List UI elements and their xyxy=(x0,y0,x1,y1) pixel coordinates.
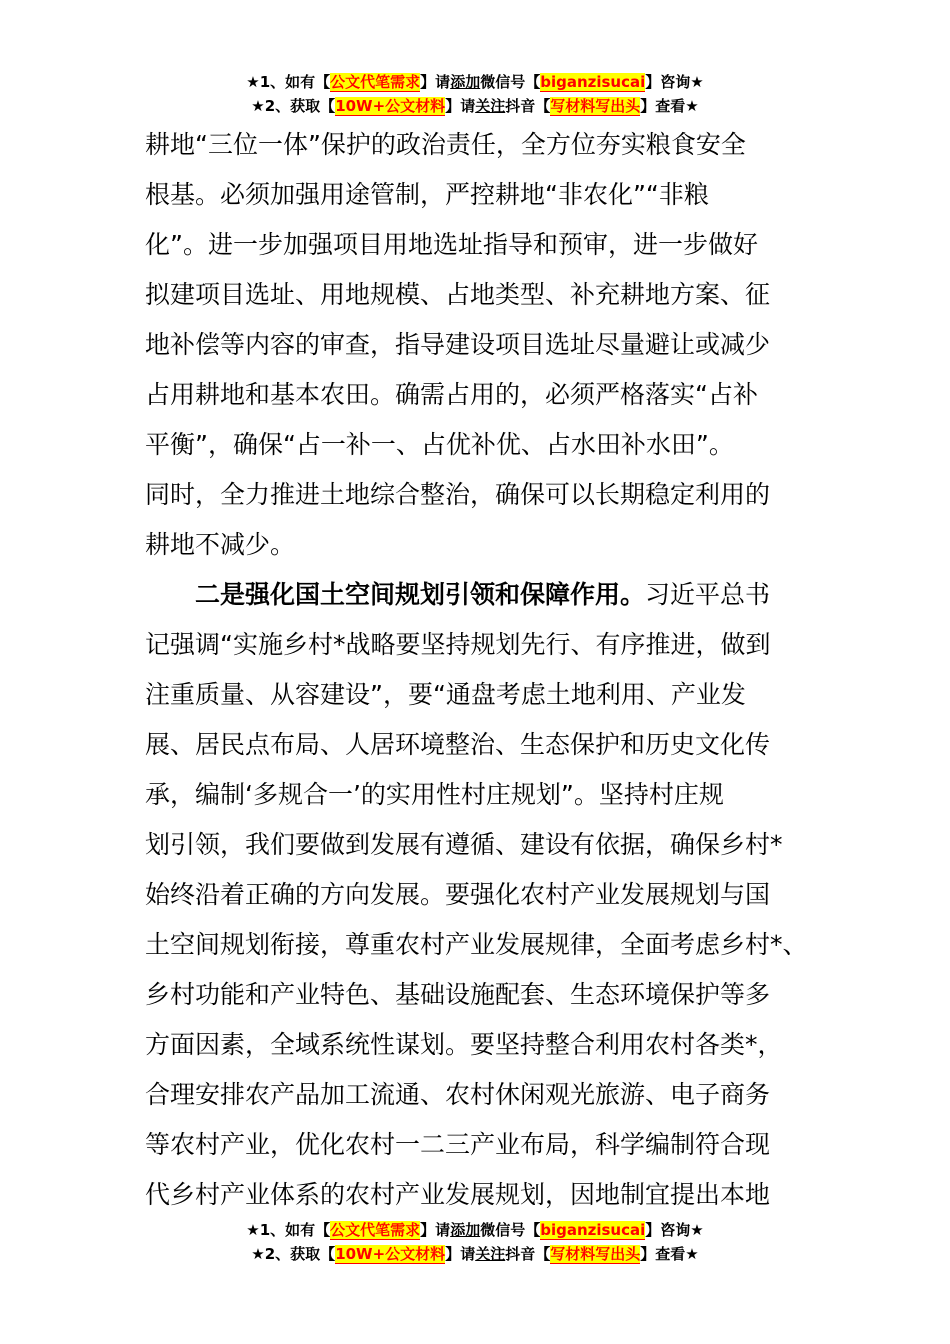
body-line: 耕地“三位一体”保护的政治责任，全方位夯实粮食安全 xyxy=(145,130,746,159)
banner-text: ★2、获取【 xyxy=(251,97,336,115)
body-line: 平衡”，确保“占一补一、占优补优、占水田补水田”。 xyxy=(145,430,734,459)
banner-line-1 xyxy=(0,1218,950,1242)
body-line: 等农村产业，优化农村一二三产业布局，科学编制符合现 xyxy=(145,1130,771,1159)
body-line: 始终沿着正确的方向发展。要强化农村产业发展规划与国 xyxy=(145,880,771,909)
body-line: 地补偿等内容的审查，指导建设项目选址尽量避让或减少 xyxy=(145,330,771,359)
body-text: 习近平总书 xyxy=(645,580,771,609)
body-line: 占用耕地和基本农田。确需占用的，必须严格落实“占补 xyxy=(145,380,758,409)
banner-highlight: 10W+公文材料 xyxy=(335,1245,446,1263)
banner-text: 】请 xyxy=(445,1245,476,1263)
banner-highlight: 10W+公文材料 xyxy=(335,97,446,115)
banner-line-2 xyxy=(0,94,950,118)
banner-highlight: biganzisucai xyxy=(540,1221,646,1239)
banner-highlight: 公文代笔需求 xyxy=(330,73,421,91)
banner-text: 抖音【 xyxy=(505,97,551,115)
banner-text: 抖音【 xyxy=(505,1245,551,1263)
banner-underline: 添加 xyxy=(450,1221,481,1239)
banner-text: 】咨询★ xyxy=(645,73,704,91)
body-line: 代乡村产业体系的农村产业发展规划，因地制宜提出本地 xyxy=(145,1180,771,1209)
paragraph-heading: 二是强化国土空间规划引领和保障作用。 xyxy=(195,580,646,609)
banner-highlight: 写材料写出头 xyxy=(550,97,641,115)
body-line: 合理安排农产品加工流通、农村休闲观光旅游、电子商务 xyxy=(145,1080,771,1109)
body-line: 展、居民点布局、人居环境整治、生态保护和历史文化传 xyxy=(145,730,771,759)
banner-highlight: biganzisucai xyxy=(540,73,646,91)
body-line: 记强调“实施乡村*战略要坚持规划先行、有序推进，做到 xyxy=(145,630,771,659)
banner-text: 】查看★ xyxy=(640,1245,699,1263)
body-line: 土空间规划衔接，尊重农村产业发展规律，全面考虑乡村*、 xyxy=(145,930,808,959)
header-banner xyxy=(0,70,950,118)
banner-underline: 关注 xyxy=(475,97,506,115)
banner-line-2 xyxy=(0,1242,950,1266)
banner-text: ★1、如有【 xyxy=(246,73,331,91)
paragraph-2-first-line xyxy=(145,570,813,620)
banner-text: 微信号【 xyxy=(480,1221,541,1239)
banner-text: 】请 xyxy=(445,97,476,115)
banner-text: 】查看★ xyxy=(640,97,699,115)
banner-underline: 关注 xyxy=(475,1245,506,1263)
body-line: 耕地不减少。 xyxy=(145,530,296,559)
body-line: 划引领，我们要做到发展有遵循、建设有依据，确保乡村* xyxy=(145,830,783,859)
banner-text: ★1、如有【 xyxy=(246,1221,331,1239)
banner-line-1 xyxy=(0,70,950,94)
footer-banner xyxy=(0,1218,950,1266)
banner-underline: 添加 xyxy=(450,73,481,91)
banner-text: ★2、获取【 xyxy=(251,1245,336,1263)
banner-highlight: 写材料写出头 xyxy=(550,1245,641,1263)
body-line: 注重质量、从容建设”，要“通盘考虑土地利用、产业发 xyxy=(145,680,746,709)
banner-highlight: 公文代笔需求 xyxy=(330,1221,421,1239)
body-line: 拟建项目选址、用地规模、占地类型、补充耕地方案、征 xyxy=(145,280,771,309)
banner-text: 微信号【 xyxy=(480,73,541,91)
body-line: 乡村功能和产业特色、基础设施配套、生态环境保护等多 xyxy=(145,980,771,1009)
banner-text: 】咨询★ xyxy=(645,1221,704,1239)
body-line: 承，编制‘多规合一’的实用性村庄规划”。坚持村庄规 xyxy=(145,780,724,809)
body-line: 同时，全力推进土地综合整治，确保可以长期稳定利用的 xyxy=(145,480,771,509)
document-body xyxy=(145,120,813,1220)
body-line: 根基。必须加强用途管制，严控耕地“非农化”“非粮 xyxy=(145,180,709,209)
body-line: 化”。进一步加强项目用地选址指导和预审，进一步做好 xyxy=(145,230,758,259)
banner-text: 】请 xyxy=(420,73,451,91)
banner-text: 】请 xyxy=(420,1221,451,1239)
body-line: 方面因素，全域系统性谋划。要坚持整合利用农村各类*， xyxy=(145,1030,783,1059)
